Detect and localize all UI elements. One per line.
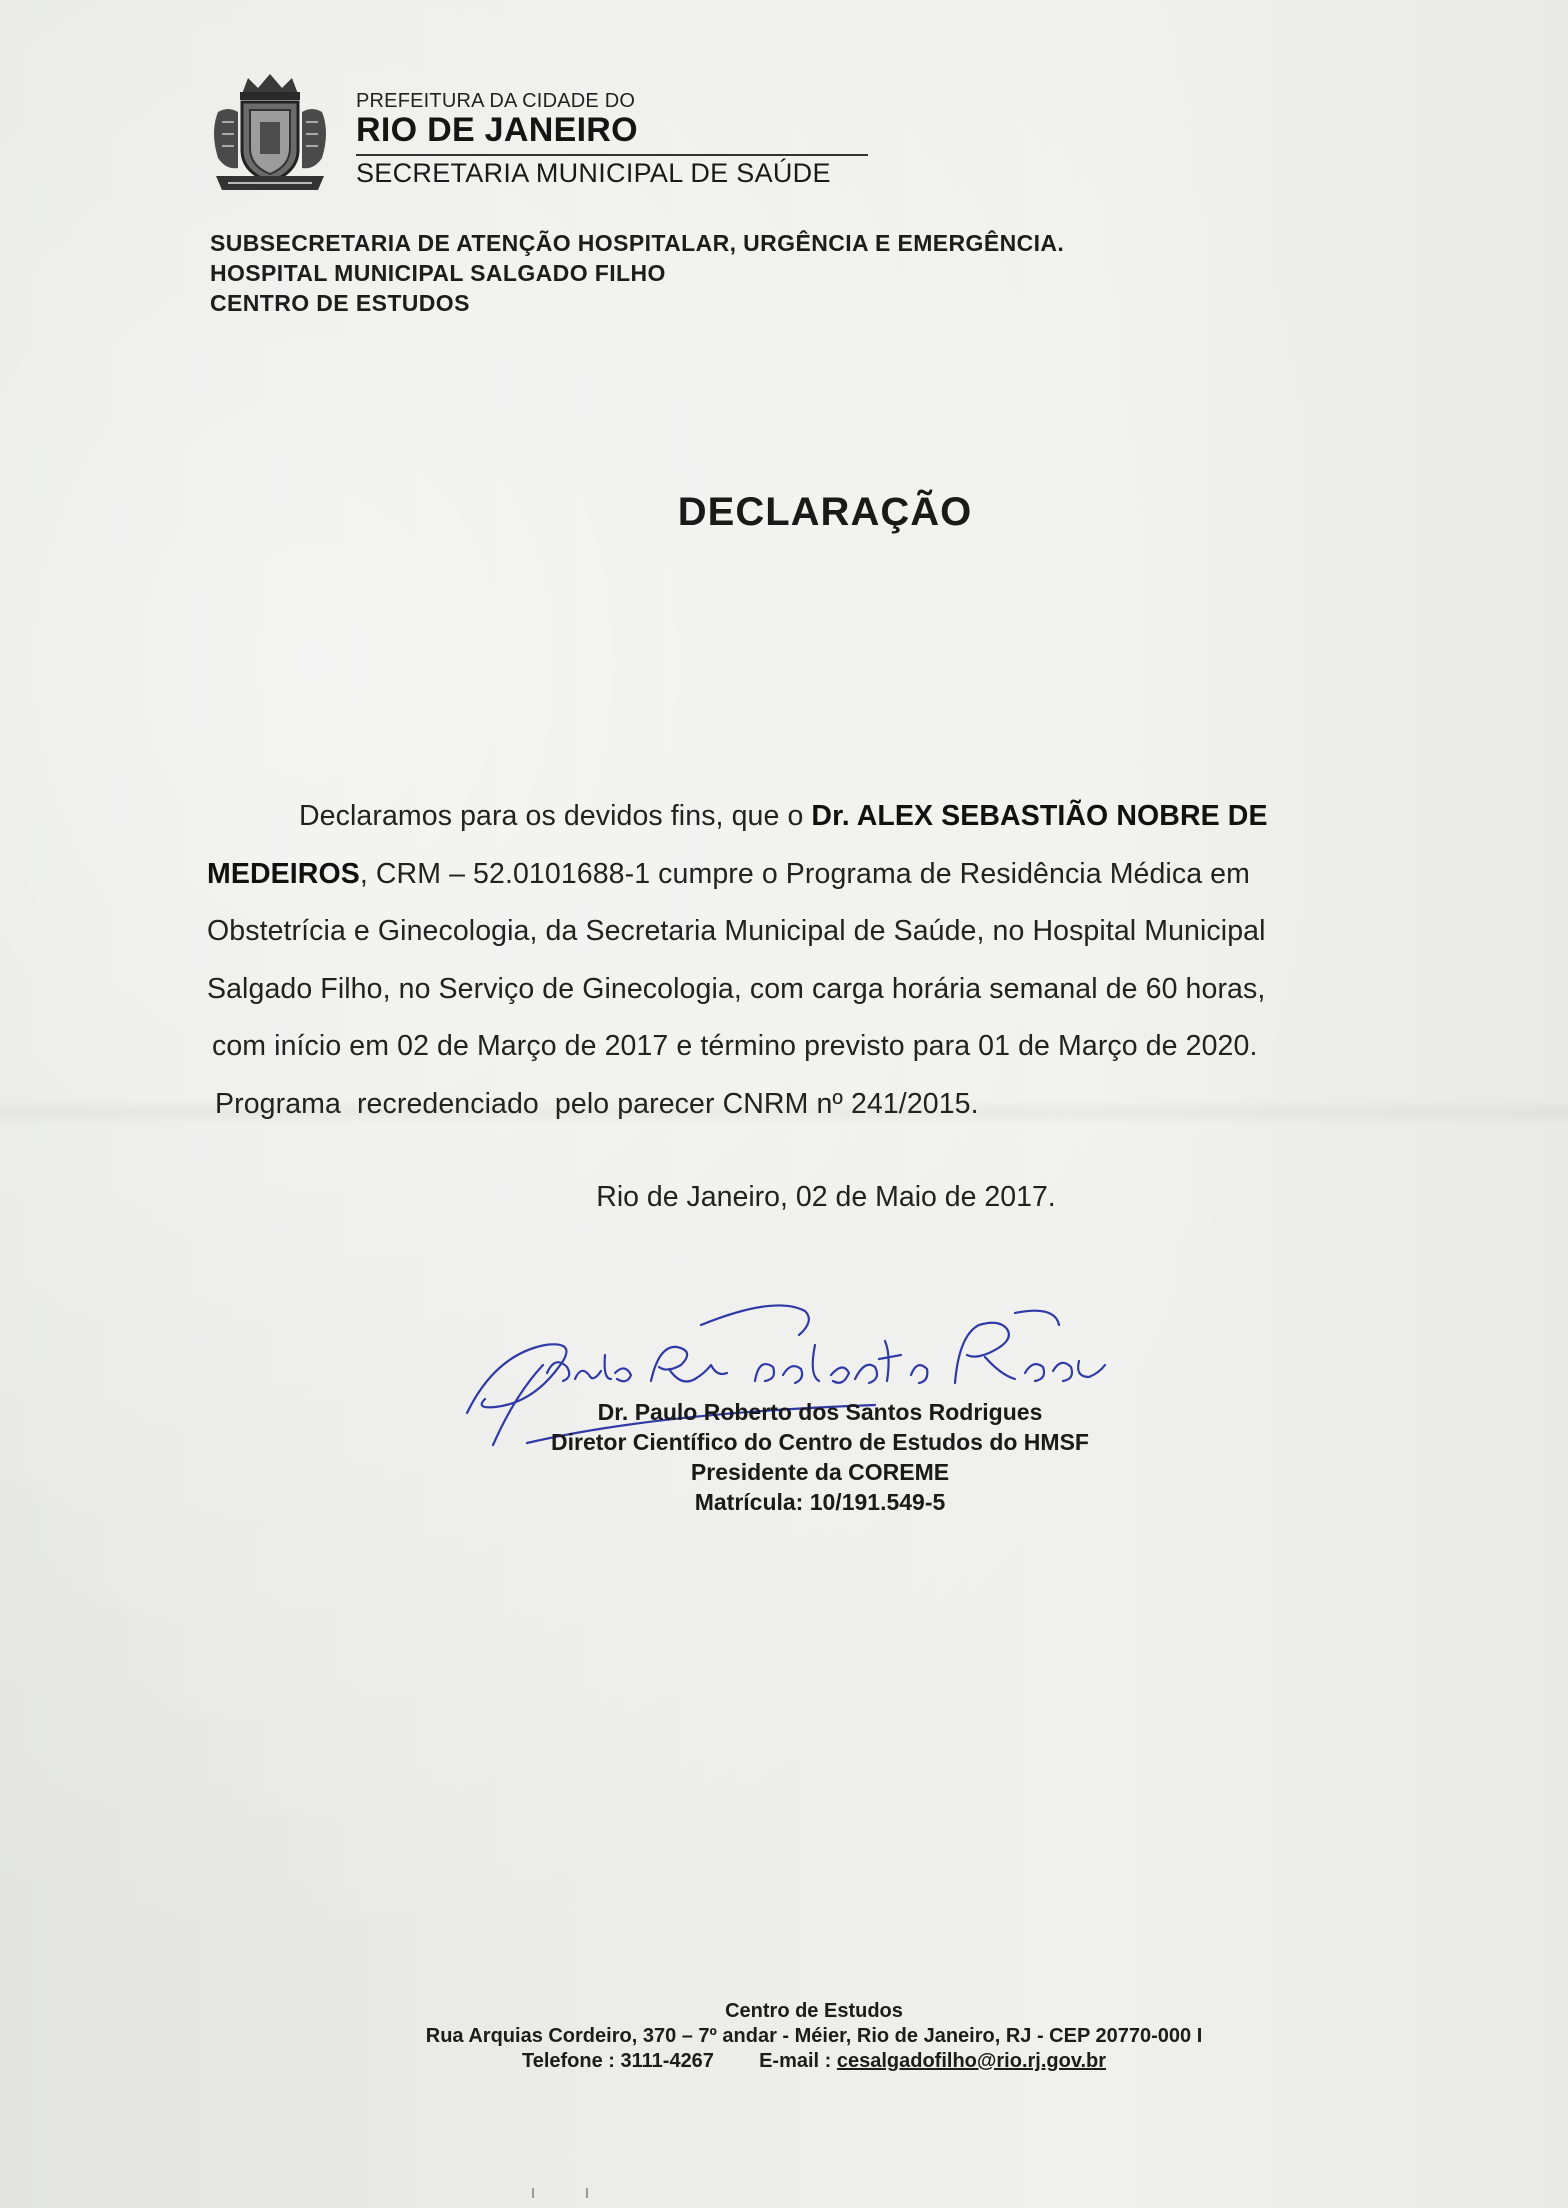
footer-address: Rua Arquias Cordeiro, 370 – 7º andar - Méier, Rio de Janeiro, RJ - CEP 20770-000 I: [425, 2025, 1203, 2047]
doctor-name-part1: Dr. ALEX SEBASTIÃO NOBRE DE: [811, 800, 1268, 832]
letterhead: [208, 72, 908, 197]
footer-phone: Telefone : 3111-4267: [521, 2050, 714, 2072]
footer-contact: [0, 2049, 1568, 2074]
crm-text: , CRM – 52.0101688-1 cumpre o Programa de Residência Médica em: [359, 857, 1250, 890]
signer-role: Diretor Científico do Centro de Estudos do HMSF: [551, 1429, 1089, 1455]
document-title: DECLARAÇÃO: [677, 490, 973, 534]
secretaria-label: SECRETARIA MUNICIPAL DE SAÚDE: [356, 158, 831, 188]
body-line-1: [207, 788, 1447, 846]
letterhead-text: [356, 90, 876, 190]
place-and-date: Rio de Janeiro, 02 de Maio de 2017.: [596, 1181, 1056, 1213]
centro-estudos-line: CENTRO DE ESTUDOS: [210, 290, 470, 316]
subsecretaria-line: SUBSECRETARIA DE ATENÇÃO HOSPITALAR, URGÊNCIA E EMERGÊNCIA.: [210, 230, 1065, 256]
declaration-body: [207, 788, 1447, 1134]
footer-email-label: E-mail :: [759, 2050, 837, 2072]
body-line-2: [207, 846, 1447, 904]
signer-registration: Matrícula: 10/191.549-5: [694, 1489, 946, 1515]
signer-name: Dr. Paulo Roberto dos Santos Rodrigues: [597, 1399, 1043, 1425]
body-line-4: Salgado Filho, no Serviço de Ginecologia, com carga horária semanal de 60 horas,: [207, 972, 1266, 1005]
footer-email-link[interactable]: cesalgadofilho@rio.rj.gov.br: [836, 2050, 1107, 2072]
body-line-5: com início em 02 de Março de 2017 e término previsto para 01 de Março de 2020.: [212, 1030, 1258, 1063]
signer-position: Presidente da COREME: [690, 1459, 950, 1485]
signer-block: [0, 1397, 1568, 1517]
city-name: RIO DE JANEIRO: [356, 111, 638, 149]
footer: [0, 1999, 1568, 2074]
doctor-name-part2: MEDEIROS: [207, 857, 360, 890]
footer-center-name: Centro de Estudos: [725, 2000, 903, 2022]
body-line-3: Obstetrícia e Ginecologia, da Secretaria Municipal de Saúde, no Hospital Municipal: [207, 915, 1266, 948]
body-line-6: Programa recredenciado pelo parecer CNRM nº 241/2015.: [215, 1087, 979, 1120]
institution-block: [210, 228, 1064, 318]
coat-of-arms-icon: [208, 72, 332, 196]
body-intro: Declaramos para os devidos fins, que o: [299, 800, 812, 832]
hospital-line: HOSPITAL MUNICIPAL SALGADO FILHO: [210, 260, 666, 286]
prefeitura-label: PREFEITURA DA CIDADE DO: [356, 90, 636, 112]
